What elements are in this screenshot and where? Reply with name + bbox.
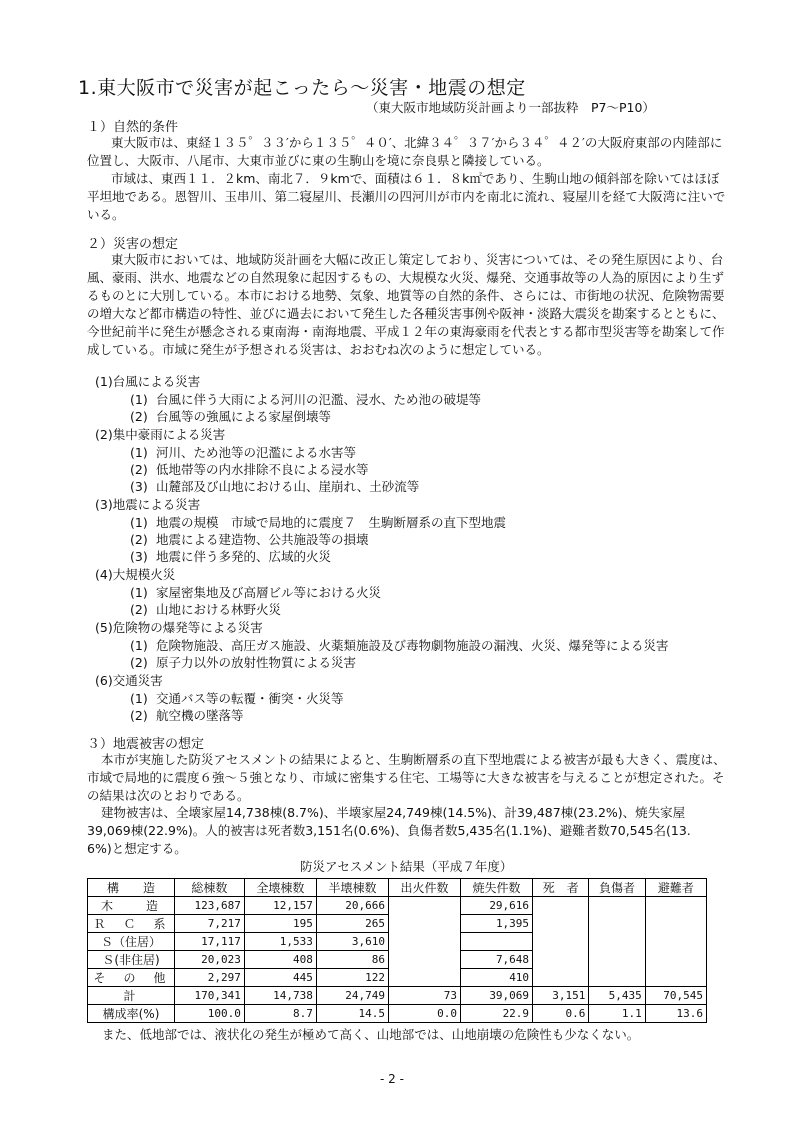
disaster-list-item (130, 689, 344, 707)
table-header-row (88, 879, 707, 897)
paragraph-area (87, 170, 727, 224)
cell-fires: 73 (388, 987, 460, 1005)
cell-burned: 7,648 (461, 951, 533, 969)
item-number: (2) (130, 462, 148, 477)
table-caption: 防災アセスメント結果（平成７年度） (300, 859, 513, 874)
item-number: (1) (130, 585, 148, 600)
cell-full-collapse: 195 (244, 915, 316, 933)
paragraph-building-damage-text: 建物被害は、全壊家屋14,738棟(8.7%)、半壊家屋24,749棟(14.5%)、計39,487棟(23.2%)、焼失家屋39,069棟(22.9%)。人的被害は死者数3,151名(0.6%)、負傷者数5,435名(1.1%)、避難者数70,545名(13. 6%)と想定する。 (87, 805, 704, 856)
cell-dead: 3,151 (533, 987, 589, 1005)
item-text: 低地帯等の内水排除不良による浸水等 (156, 462, 369, 477)
item-number: (1) (130, 691, 148, 706)
item-text: 山地における林野火災 (156, 602, 282, 617)
row-label: Ｓ(非住居) (88, 951, 175, 969)
disaster-list-item (130, 390, 481, 408)
cell-burned: 1,395 (461, 915, 533, 933)
cell-evac-merged (645, 897, 706, 987)
cell-full-collapse: 8.7 (244, 1005, 316, 1023)
table-rate-row (88, 1005, 707, 1023)
item-text: 山麓部及び山地における山、崖崩れ、土砂流等 (156, 479, 420, 494)
paragraph-building-damage (87, 804, 727, 858)
cell-half-collapse: 14.5 (316, 1005, 388, 1023)
cell-half-collapse: 20,666 (316, 897, 388, 915)
column-header: 構 造 (88, 879, 175, 897)
item-number: (1) (130, 392, 148, 407)
paragraph-location (87, 134, 727, 170)
paragraph-area-text: 市域は、東西１１．２km、南北７．９kmで、面積は６１．８k㎡であり、生駒山地の傾斜部を除いてはほぼ平坦地である。恩智川、玉串川、第二寝屋川、長瀬川の四河川が市内を南北に流れ、寝屋川を経て大阪湾に注いでいる。 (87, 171, 726, 222)
page-number: - 2 - (380, 1072, 404, 1086)
cell-burned: 22.9 (461, 1005, 533, 1023)
item-text: 地震による建造物、公共施設等の損壊 (156, 532, 369, 547)
item-text: 地震に伴う多発的、広域的火災 (156, 549, 332, 564)
item-text: 交通バス等の転覆・衝突・火災等 (156, 691, 344, 706)
item-text: 航空機の墜落等 (156, 708, 244, 723)
cell-total: 2,297 (175, 969, 245, 987)
cell-full-collapse: 408 (244, 951, 316, 969)
cell-total: 123,687 (175, 897, 245, 915)
column-header: 避難者 (645, 879, 706, 897)
cell-half-collapse: 3,610 (316, 933, 388, 951)
section-heading-natural-conditions: １）自然的条件 (87, 120, 179, 135)
disaster-list-item (130, 600, 281, 618)
disaster-list-item (130, 653, 356, 671)
paragraph-assessment-text: 本市が実施した防災アセスメントの結果によると、生駒断層系の直下型地震による被害が最も大きく、震度は、市域で局地的に震度６強～５強となり、市域に密集する住宅、工場等に大きな被害を与えることが想定された。その結果は次のとおりである。 (87, 752, 726, 803)
cell-half-collapse: 24,749 (316, 987, 388, 1005)
liquefaction-note: また、低地部では、液状化の発生が極めて高く、山地部では、山地崩壊の危険性も少なくない。 (102, 1027, 640, 1042)
cell-full-collapse: 445 (244, 969, 316, 987)
cell-total: 17,117 (175, 933, 245, 951)
cell-evacuees: 70,545 (645, 987, 706, 1005)
disaster-list-item (130, 443, 356, 461)
row-label: Ｓ（住居） (88, 933, 175, 951)
table-row (88, 897, 707, 915)
paragraph-location-text: 東大阪市は、東経１３５゜３３′から１３５゜４０′、北緯３４゜３７′から３４゜４２′の大阪府東部の内陸部に位置し、大阪市、八尾市、大東市並びに東の生駒山を境に奈良県と隣接している。 (87, 135, 723, 168)
cell-injured-merged (589, 897, 645, 987)
item-text: 地震の規模 市域で局地的に震度７ 生駒断層系の直下型地震 (156, 515, 507, 530)
item-number: (2) (130, 655, 148, 670)
cell-full-collapse: 1,533 (244, 933, 316, 951)
paragraph-assessment (87, 751, 727, 805)
cell-total: 20,023 (175, 951, 245, 969)
item-number: (1) (130, 515, 148, 530)
item-number: (1) (130, 445, 148, 460)
cell-evacuees: 13.6 (645, 1005, 706, 1023)
assessment-results-table (87, 878, 707, 1023)
item-text: 台風等の強風による家屋倒壊等 (156, 409, 332, 424)
item-number: (3) (130, 479, 148, 494)
item-text: 原子力以外の放射性物質による災害 (156, 655, 357, 670)
cell-half-collapse: 265 (316, 915, 388, 933)
item-number: (2) (130, 708, 148, 723)
cell-burned: 39,069 (461, 987, 533, 1005)
disaster-list-item (130, 460, 369, 478)
disaster-list-item (130, 513, 506, 531)
row-label: 構成率(%) (88, 1005, 175, 1023)
column-header: 総棟数 (175, 879, 245, 897)
cell-full-collapse: 14,738 (244, 987, 316, 1005)
disaster-list-item (130, 407, 331, 425)
disaster-group-label: (6)交通災害 (95, 673, 163, 688)
cell-full-collapse: 12,157 (244, 897, 316, 915)
disaster-list-item (130, 636, 669, 654)
column-header: 死 者 (533, 879, 589, 897)
item-number: (1) (130, 638, 148, 653)
cell-burned (461, 933, 533, 951)
disaster-group-label: (1)台風による災害 (95, 374, 201, 389)
column-header: 全壊棟数 (244, 879, 316, 897)
cell-injured: 5,435 (589, 987, 645, 1005)
row-label: Ｒ Ｃ 系 (88, 915, 175, 933)
paragraph-disaster-assumption (87, 251, 727, 359)
cell-burned: 29,616 (461, 897, 533, 915)
row-label: 木 造 (88, 897, 175, 915)
page-title: 1.東大阪市で災害が起こったら～災害・地震の想定 (78, 77, 526, 99)
paragraph-disaster-assumption-text: 東大阪市においては、地域防災計画を大幅に改正し策定しており、災害については、その発生原因により、台風、豪雨、洪水、地震などの自然現象に起因するもの、大規模な火災、爆発、交通事故等の人為的原因により生ずるものとに大別している。本市における地勢、気象、地質等の自然的条件、さらには、市街地の状況、危険物需要の増大など都市構造の特性、並びに過去において発生した各種災害事例や阪神・淡路大震災を勘案するとともに、今世紀前半に発生が懸念される東南海・南海地震、平成１２年の東海豪雨を代表とする都市型災害等を勘案して作成している。市域に発生が予想される災害は、おおむね次のように想定している。 (87, 252, 725, 357)
cell-half-collapse: 86 (316, 951, 388, 969)
disaster-group-label: (5)危険物の爆発等による災害 (95, 620, 263, 635)
row-label: そ の 他 (88, 969, 175, 987)
column-header: 出火件数 (388, 879, 460, 897)
disaster-group-label: (2)集中豪雨による災害 (95, 427, 226, 442)
item-text: 台風に伴う大雨による河川の氾濫、浸水、ため池の破堤等 (156, 392, 482, 407)
cell-fires-merged (388, 897, 460, 987)
source-note: （東大阪市地域防災計画より一部抜粋 P7～P10） (366, 100, 655, 115)
cell-dead: 0.6 (533, 1005, 589, 1023)
disaster-group-label: (4)大規模火災 (95, 567, 176, 582)
item-number: (2) (130, 409, 148, 424)
cell-total: 100.0 (175, 1005, 245, 1023)
disaster-list-item (130, 547, 331, 565)
column-header: 半壊棟数 (316, 879, 388, 897)
item-text: 危険物施設、高圧ガス施設、火薬類施設及び毒物劇物施設の漏洩、火災、爆発等による災害 (156, 638, 669, 653)
cell-injured: 1.1 (589, 1005, 645, 1023)
item-number: (2) (130, 532, 148, 547)
column-header: 焼失件数 (461, 879, 533, 897)
section-heading-earthquake-damage: ３）地震被害の想定 (87, 737, 205, 752)
cell-half-collapse: 122 (316, 969, 388, 987)
item-number: (3) (130, 549, 148, 564)
cell-burned: 410 (461, 969, 533, 987)
cell-fires: 0.0 (388, 1005, 460, 1023)
disaster-list-item (130, 530, 369, 548)
row-label: 計 (88, 987, 175, 1005)
cell-total: 170,341 (175, 987, 245, 1005)
cell-total: 7,217 (175, 915, 245, 933)
cell-dead-merged (533, 897, 589, 987)
section-heading-disaster-assumption: ２）災害の想定 (87, 237, 179, 252)
table-total-row (88, 987, 707, 1005)
disaster-list-item (130, 583, 381, 601)
disaster-list-item (130, 706, 244, 724)
item-text: 家屋密集地及び高層ビル等における火災 (156, 585, 382, 600)
disaster-list-item (130, 477, 419, 495)
item-number: (2) (130, 602, 148, 617)
column-header: 負傷者 (589, 879, 645, 897)
disaster-group-label: (3)地震による災害 (95, 497, 201, 512)
item-text: 河川、ため池等の氾濫による水害等 (156, 445, 357, 460)
